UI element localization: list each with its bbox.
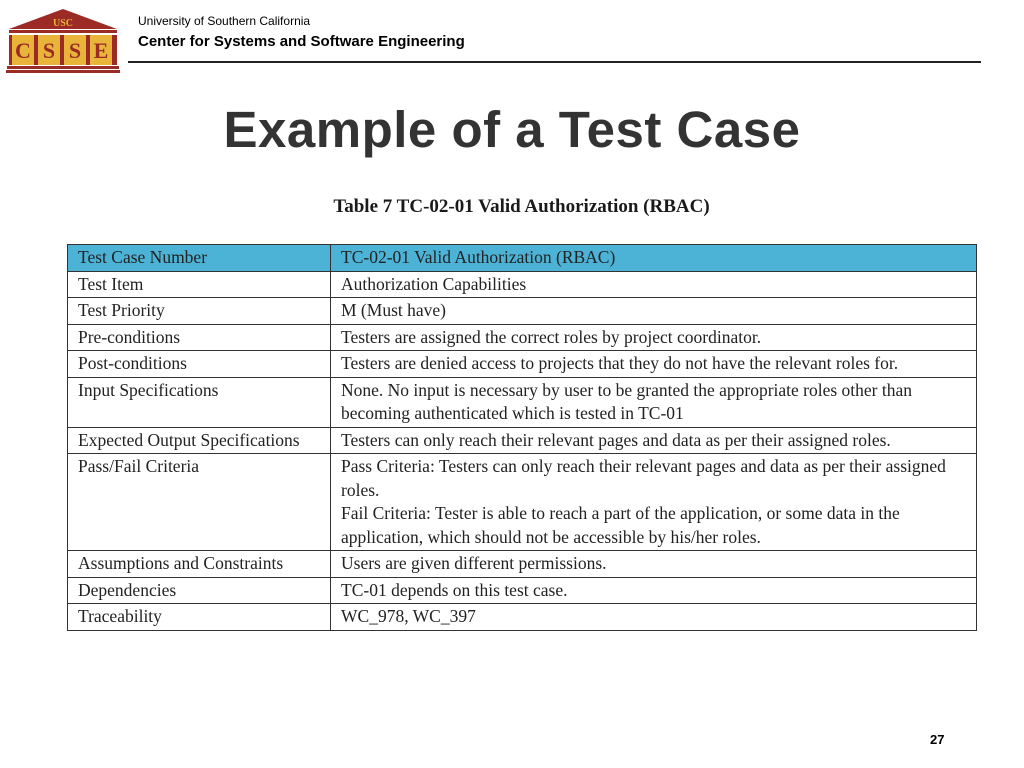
row-label: Test Item <box>68 271 331 298</box>
logo-letter-s1: S <box>42 38 56 63</box>
table-row <box>68 298 977 325</box>
slide-title: Example of a Test Case <box>223 101 801 158</box>
row-value: Testers can only reach their relevant pages and data as per their assigned roles. <box>331 427 977 454</box>
row-value: Testers are assigned the correct roles by project coordinator. <box>331 324 977 351</box>
row-value: TC-02-01 Valid Authorization (RBAC) <box>331 245 977 272</box>
table-caption: Table 7 TC-02-01 Valid Authorization (RBAC) <box>333 196 710 217</box>
table-row <box>68 377 977 427</box>
page-number: 27 <box>930 732 945 747</box>
row-label: Test Priority <box>68 298 331 325</box>
row-value: Users are given different permissions. <box>331 551 977 578</box>
row-value: WC_978, WC_397 <box>331 604 977 631</box>
pass-criteria: Pass Criteria: Testers can only reach their relevant pages and data as per their assigned roles. <box>341 456 946 500</box>
row-label: Pre-conditions <box>68 324 331 351</box>
fail-criteria: Fail Criteria: Tester is able to reach a part of the application, or some data in the application, which should not be accessible by his/her roles. <box>341 503 900 547</box>
row-label: Traceability <box>68 604 331 631</box>
header-divider <box>128 61 981 63</box>
row-value: M (Must have) <box>331 298 977 325</box>
row-label: Pass/Fail Criteria <box>68 454 331 551</box>
logo-usc-text: USC <box>52 18 74 29</box>
test-case-table <box>67 244 977 631</box>
row-label: Test Case Number <box>68 245 331 272</box>
university-name: University of Southern California <box>138 14 311 28</box>
logo-letter-e: E <box>93 38 109 63</box>
table-row <box>68 604 977 631</box>
usc-csse-logo <box>6 8 120 74</box>
row-label: Assumptions and Constraints <box>68 551 331 578</box>
row-value: None. No input is necessary by user to be granted the appropriate roles other than becoming authenticated which is tested in TC-01 <box>331 377 977 427</box>
row-label: Dependencies <box>68 577 331 604</box>
row-value-multi <box>331 454 977 551</box>
table-header-row <box>68 245 977 272</box>
table-row <box>68 351 977 378</box>
table-row <box>68 427 977 454</box>
row-value: Testers are denied access to projects that they do not have the relevant roles for. <box>331 351 977 378</box>
row-value: TC-01 depends on this test case. <box>331 577 977 604</box>
logo-letter-s2: S <box>68 38 82 63</box>
row-label: Expected Output Specifications <box>68 427 331 454</box>
table-row <box>68 271 977 298</box>
center-name: Center for Systems and Software Engineering <box>138 33 465 50</box>
row-value: Authorization Capabilities <box>331 271 977 298</box>
table-row <box>68 577 977 604</box>
row-label: Post-conditions <box>68 351 331 378</box>
logo-letter-c: C <box>15 38 31 63</box>
table-row <box>68 454 977 551</box>
table-row <box>68 551 977 578</box>
table-row <box>68 324 977 351</box>
row-label: Input Specifications <box>68 377 331 427</box>
